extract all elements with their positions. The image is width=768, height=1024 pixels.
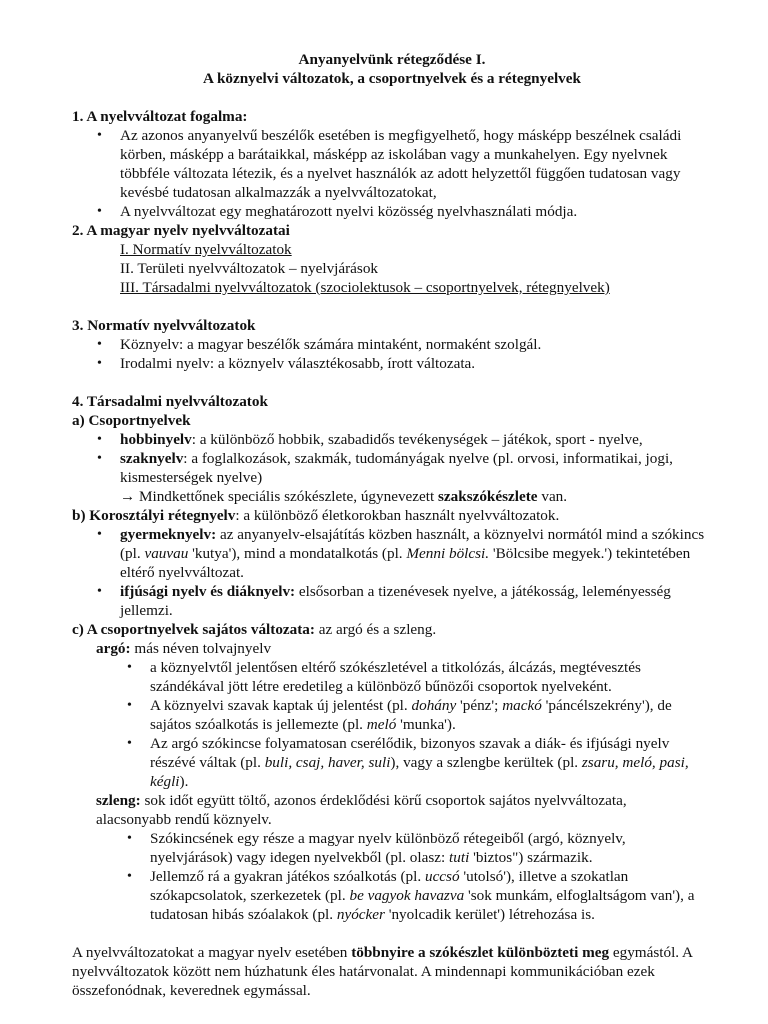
list-item: • Jellemző rá a gyakran játékos szóalkotás (pl. uccsó 'utolsó'), illetve a szokatlan szókapcsolatok, szerkezetek (pl. be vagyok havazva 'sok munkám, elfoglaltságom van'), a tudatosan hibás szóalakok (pl. nyócker 'nyolcadik kerület') létrehozása is. [150,867,712,924]
list-item: • ifjúsági nyelv és diáknyelv: elsősorban a tizenévesek nyelve, a játékosság, leleményesség jellemzi. [120,582,712,620]
subsection-c-heading: c) A csoportnyelvek sajátos változata: az argó és a szleng. [72,621,437,638]
subsection-a-list [72,430,712,487]
argo-heading: argó: más néven tolvajnyelv [96,640,272,657]
definition: : a különböző hobbik, szabadidős tevékenységek – játékok, sport - nyelve, [191,431,643,448]
document-page [72,50,712,1000]
subsection-b-heading: b) Korosztályi rétegnyelv: a különböző életkorokban használt nyelvváltozatok. [72,507,560,524]
definition: : a foglalkozások, szakmák, tudományágak nyelve (pl. orvosi, informatikai, jogi, kismesterségek nyelve) [120,450,673,486]
argo-list [72,658,712,791]
section-1-heading: 1. A nyelvváltozat fogalma: [72,108,248,125]
list-item: • a köznyelvtől jelentősen eltérő szókészletével a titkolózás, álcázás, megtévesztés szándékával jött létre eredetileg a különböző bűnözői csoportok nyelveként. [150,658,712,696]
section-4-heading: 4. Társadalmi nyelvváltozatok [72,393,268,410]
subsection-a-heading: a) Csoportnyelvek [72,412,191,429]
list-item: II. Területi nyelvváltozatok – nyelvjárások [120,260,379,277]
section-2-heading: 2. A magyar nyelv nyelvváltozatai [72,222,290,239]
list-item: III. Társadalmi nyelvváltozatok (szociolektusok – csoportnyelvek, rétegnyelvek) [120,279,610,296]
szleng-list [72,829,712,924]
section-3-list [72,335,712,373]
list-item: I. Normatív nyelvváltozatok [120,241,292,258]
list-item [120,430,712,449]
list-item: • Irodalmi nyelv: a köznyelv választékosabb, írott változata. [120,354,712,373]
list-item: • A nyelvváltozat egy meghatározott nyelvi közösség nyelvhasználati módja. [120,202,712,221]
document-title [72,50,712,88]
list-item: • gyermeknyelv: az anyanyelv-elsajátítás közben használt, a köznyelvi normától mind a szókincs (pl. vauvau 'kutya'), mind a mondatalkotás (pl. Menni bölcsi. 'Bölcsibe megyek.') tekintetében eltérő nyelvváltozat. [120,525,712,582]
title-line-2: A köznyelvi változatok, a csoportnyelvek és a rétegnyelvek [203,70,581,87]
title-line-1: Anyanyelvünk rétegződése I. [298,51,486,68]
term: hobbinyelv [120,431,192,448]
list-item: • Az azonos anyanyelvű beszélők esetében is megfigyelhető, hogy másképp beszélnek családi körben, másképp a barátaikkal, másképp az iskolában vagy a munkahelyen. Egy nyelvnek többféle változata létezik, és a nyelvet használók az adott helyzettől függően tudatosan vagy kevésbé tudatosan alkalmazzák a nyelvváltozatokat, [120,126,712,202]
term: szaknyelv [120,450,184,467]
szleng-heading: szleng: sok időt együtt töltő, azonos érdeklődési körű csoportok sajátos nyelvváltozata, alacsonyabb rendű köznyelv. [96,792,627,828]
list-item: • Köznyelv: a magyar beszélők számára mintaként, normaként szolgál. [120,335,712,354]
list-item: • Az argó szókincse folyamatosan cserélődik, bizonyos szavak a diák- és ifjúsági nyelv részévé váltak (pl. buli, csaj, haver, suli), vagy a szlengbe kerültek (pl. zsaru, meló, pasi, kégli). [150,734,712,791]
arrow-note: → Mindkettőnek speciális szókészlete, úgynevezett szakszókészlete van. [120,488,568,505]
list-item [120,449,712,487]
subsection-b-list [72,525,712,620]
closing-paragraph: A nyelvváltozatokat a magyar nyelv esetében többnyire a szókészlet különbözteti meg egymástól. A nyelvváltozatok között nem húzhatunk éles határvonalat. A mindennapi kommunikációban ezek összefonódnak, keverednek egymással. [72,944,693,999]
section-1-list [72,126,712,221]
section-2-list [72,240,712,297]
section-3-heading: 3. Normatív nyelvváltozatok [72,317,256,334]
list-item: • Szókincsének egy része a magyar nyelv különböző rétegeiből (argó, köznyelv, nyelvjárások) vagy idegen nyelvekből (pl. olasz: tuti 'biztos") származik. [150,829,712,867]
list-item: • A köznyelvi szavak kaptak új jelentést (pl. dohány 'pénz'; mackó 'páncélszekrény'), de sajátos szóalkotás is jellemezte (pl. meló 'munka'). [150,696,712,734]
